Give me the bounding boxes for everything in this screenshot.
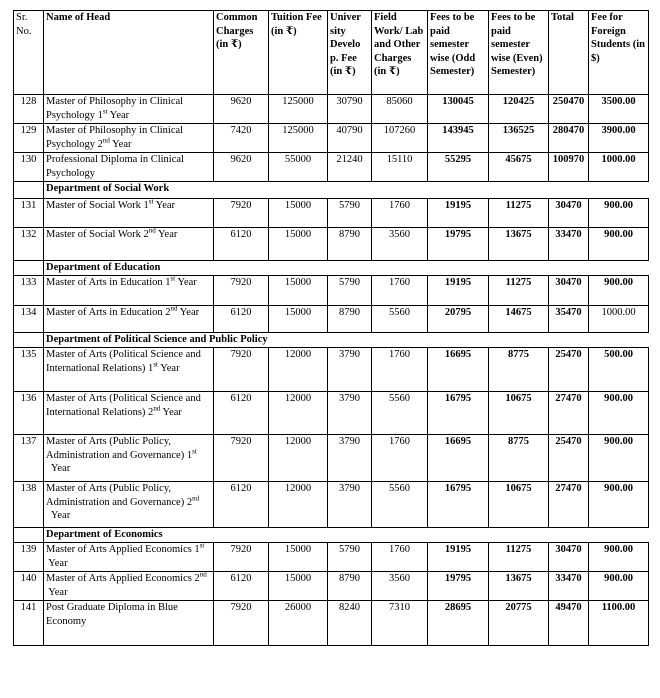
total-header: Total bbox=[549, 11, 589, 95]
ordinal-suffix: nd bbox=[148, 227, 156, 235]
department-heading: Department of Economics bbox=[44, 528, 649, 543]
department-heading: Department of Education bbox=[44, 261, 649, 276]
tuition-fee-cell: 125000 bbox=[269, 95, 328, 124]
total-cell: 25470 bbox=[549, 348, 589, 392]
even-semester-fee-cell: 13675 bbox=[489, 228, 549, 261]
total-cell: 49470 bbox=[549, 601, 589, 646]
university-development-fee-cell: 3790 bbox=[328, 392, 372, 435]
tuition-fee-cell: 12000 bbox=[269, 348, 328, 392]
field-work-charges-cell: 5560 bbox=[372, 392, 428, 435]
university-development-fee-header: Univer sity Develo p. Fee (in ₹) bbox=[328, 11, 372, 95]
department-sr-cell bbox=[14, 333, 44, 348]
common-charges-cell: 6120 bbox=[214, 392, 269, 435]
ordinal-suffix: st bbox=[192, 447, 197, 455]
course-name-cell bbox=[44, 228, 214, 261]
university-development-fee-cell: 3790 bbox=[328, 435, 372, 482]
odd-semester-fee-cell: 19195 bbox=[428, 543, 489, 572]
header-row bbox=[14, 11, 649, 95]
total-cell: 280470 bbox=[549, 124, 589, 153]
total-cell: 30470 bbox=[549, 276, 589, 306]
university-development-fee-cell: 5790 bbox=[328, 199, 372, 228]
sr-no-cell: 140 bbox=[14, 572, 44, 601]
course-year-text: Year bbox=[46, 510, 71, 521]
even-semester-fee-header: Fees to be paid semester wise (Even) Semester) bbox=[489, 11, 549, 95]
table-row bbox=[14, 482, 649, 528]
sr-no-cell: 131 bbox=[14, 199, 44, 228]
field-work-charges-cell: 1760 bbox=[372, 276, 428, 306]
field-work-charges-cell: 5560 bbox=[372, 482, 428, 528]
course-name-text: Master of Philosophy in Clinical Psychology 1 bbox=[46, 96, 184, 121]
even-semester-fee-cell: 11275 bbox=[489, 543, 549, 572]
foreign-student-fee-cell: 900.00 bbox=[589, 572, 649, 601]
sr-no-cell: 138 bbox=[14, 482, 44, 528]
table-row bbox=[14, 95, 649, 124]
course-name-text: Master of Arts Applied Economics 2 bbox=[46, 573, 200, 584]
course-name-text: Post Graduate Diploma in Blue Economy bbox=[46, 602, 178, 627]
sr-no-cell: 139 bbox=[14, 543, 44, 572]
common-charges-cell: 7920 bbox=[214, 435, 269, 482]
tuition-fee-cell: 12000 bbox=[269, 482, 328, 528]
course-name-text: Master of Arts Applied Economics 1 bbox=[46, 544, 200, 555]
table-row bbox=[14, 306, 649, 333]
odd-semester-fee-cell: 20795 bbox=[428, 306, 489, 333]
table-row bbox=[14, 124, 649, 153]
even-semester-fee-cell: 120425 bbox=[489, 95, 549, 124]
common-charges-cell: 7920 bbox=[214, 601, 269, 646]
tuition-fee-cell: 15000 bbox=[269, 276, 328, 306]
department-heading-row bbox=[14, 261, 649, 276]
field-work-charges-cell: 7310 bbox=[372, 601, 428, 646]
common-charges-cell: 7920 bbox=[214, 543, 269, 572]
common-charges-header: Common Charges (in ₹) bbox=[214, 11, 269, 95]
total-cell: 30470 bbox=[549, 199, 589, 228]
course-year-text: Year bbox=[157, 362, 180, 374]
course-name-cell bbox=[44, 95, 214, 124]
tuition-fee-cell: 15000 bbox=[269, 543, 328, 572]
ordinal-suffix: st bbox=[199, 542, 205, 550]
university-development-fee-cell: 40790 bbox=[328, 124, 372, 153]
total-cell: 35470 bbox=[549, 306, 589, 333]
common-charges-cell: 7920 bbox=[214, 276, 269, 306]
university-development-fee-cell: 5790 bbox=[328, 543, 372, 572]
odd-semester-fee-header: Fees to be paid semester wise (Odd Semester) bbox=[428, 11, 489, 95]
course-name-text: Professional Diploma in Clinical Psychology bbox=[46, 154, 184, 179]
tuition-fee-cell: 12000 bbox=[269, 392, 328, 435]
odd-semester-fee-cell: 143945 bbox=[428, 124, 489, 153]
common-charges-cell: 6120 bbox=[214, 228, 269, 261]
university-development-fee-cell: 30790 bbox=[328, 95, 372, 124]
field-work-charges-header: Field Work/ Lab and Other Charges (in ₹) bbox=[372, 11, 428, 95]
odd-semester-fee-cell: 55295 bbox=[428, 153, 489, 182]
course-name-cell bbox=[44, 348, 214, 392]
university-development-fee-cell: 8790 bbox=[328, 228, 372, 261]
course-name-text: Master of Arts (Public Policy, Administration and Governance) 2 bbox=[46, 483, 193, 508]
department-sr-cell bbox=[14, 261, 44, 276]
odd-semester-fee-cell: 19795 bbox=[428, 572, 489, 601]
common-charges-cell: 7920 bbox=[214, 199, 269, 228]
foreign-student-fee-cell: 900.00 bbox=[589, 228, 649, 261]
odd-semester-fee-cell: 16695 bbox=[428, 348, 489, 392]
course-name-text: Master of Arts (Public Policy, Administration and Governance) 1 bbox=[46, 436, 193, 461]
common-charges-cell: 9620 bbox=[214, 95, 269, 124]
ordinal-suffix: st bbox=[148, 198, 154, 206]
tuition-fee-cell: 12000 bbox=[269, 435, 328, 482]
course-name-cell bbox=[44, 601, 214, 646]
university-development-fee-cell: 8790 bbox=[328, 572, 372, 601]
course-name-cell bbox=[44, 392, 214, 435]
ordinal-suffix: st bbox=[170, 275, 176, 283]
department-heading: Department of Political Science and Public Policy bbox=[44, 333, 649, 348]
odd-semester-fee-cell: 16695 bbox=[428, 435, 489, 482]
course-name-cell bbox=[44, 124, 214, 153]
foreign-student-fee-cell: 3900.00 bbox=[589, 124, 649, 153]
field-work-charges-cell: 1760 bbox=[372, 199, 428, 228]
field-work-charges-cell: 3560 bbox=[372, 572, 428, 601]
total-cell: 30470 bbox=[549, 543, 589, 572]
foreign-student-fee-cell: 1000.00 bbox=[589, 153, 649, 182]
odd-semester-fee-cell: 16795 bbox=[428, 482, 489, 528]
sr-no-cell: 129 bbox=[14, 124, 44, 153]
tuition-fee-header: Tuition Fee (in ₹) bbox=[269, 11, 328, 95]
even-semester-fee-cell: 14675 bbox=[489, 306, 549, 333]
sr-no-cell: 128 bbox=[14, 95, 44, 124]
foreign-student-fee-cell: 900.00 bbox=[589, 392, 649, 435]
table-row bbox=[14, 392, 649, 435]
odd-semester-fee-cell: 19195 bbox=[428, 199, 489, 228]
tuition-fee-cell: 15000 bbox=[269, 572, 328, 601]
even-semester-fee-cell: 11275 bbox=[489, 199, 549, 228]
course-name-text: Master of Philosophy in Clinical Psychology 2 bbox=[46, 125, 184, 150]
foreign-student-fee-cell: 1000.00 bbox=[589, 306, 649, 333]
course-year-text: Year bbox=[155, 229, 178, 240]
odd-semester-fee-cell: 19195 bbox=[428, 276, 489, 306]
course-year-text: Year bbox=[107, 109, 130, 121]
odd-semester-fee-cell: 28695 bbox=[428, 601, 489, 646]
ordinal-suffix: st bbox=[153, 360, 158, 368]
even-semester-fee-cell: 136525 bbox=[489, 124, 549, 153]
ordinal-suffix: st bbox=[102, 107, 108, 115]
field-work-charges-cell: 85060 bbox=[372, 95, 428, 124]
ordinal-suffix: nd bbox=[192, 494, 200, 502]
table-row bbox=[14, 276, 649, 306]
sr-no-cell: 133 bbox=[14, 276, 44, 306]
field-work-charges-cell: 3560 bbox=[372, 228, 428, 261]
foreign-student-fee-cell: 3500.00 bbox=[589, 95, 649, 124]
field-work-charges-cell: 15110 bbox=[372, 153, 428, 182]
course-name-cell bbox=[44, 199, 214, 228]
course-name-cell bbox=[44, 153, 214, 182]
course-name-cell bbox=[44, 543, 214, 572]
course-name-cell bbox=[44, 435, 214, 482]
sr-no-cell: 134 bbox=[14, 306, 44, 333]
university-development-fee-cell: 8790 bbox=[328, 306, 372, 333]
odd-semester-fee-cell: 16795 bbox=[428, 392, 489, 435]
department-heading: Department of Social Work bbox=[44, 182, 649, 199]
university-development-fee-cell: 21240 bbox=[328, 153, 372, 182]
course-year-text: Year bbox=[46, 586, 68, 598]
total-cell: 27470 bbox=[549, 392, 589, 435]
even-semester-fee-cell: 10675 bbox=[489, 482, 549, 528]
table-row bbox=[14, 228, 649, 261]
even-semester-fee-cell: 45675 bbox=[489, 153, 549, 182]
odd-semester-fee-cell: 130045 bbox=[428, 95, 489, 124]
course-name-text: Master of Arts in Education 2 bbox=[46, 307, 171, 318]
even-semester-fee-cell: 8775 bbox=[489, 348, 549, 392]
course-year-text: Year bbox=[160, 406, 182, 418]
field-work-charges-cell: 1760 bbox=[372, 348, 428, 392]
course-name-text: Master of Arts in Education 1 bbox=[46, 277, 171, 288]
table-row bbox=[14, 601, 649, 646]
common-charges-cell: 6120 bbox=[214, 482, 269, 528]
sr-no-cell: 130 bbox=[14, 153, 44, 182]
tuition-fee-cell: 26000 bbox=[269, 601, 328, 646]
table-row bbox=[14, 543, 649, 572]
university-development-fee-cell: 5790 bbox=[328, 276, 372, 306]
total-cell: 27470 bbox=[549, 482, 589, 528]
university-development-fee-cell: 3790 bbox=[328, 482, 372, 528]
field-work-charges-cell: 107260 bbox=[372, 124, 428, 153]
total-cell: 25470 bbox=[549, 435, 589, 482]
university-development-fee-cell: 3790 bbox=[328, 348, 372, 392]
sr-no-cell: 141 bbox=[14, 601, 44, 646]
foreign-student-fee-header: Fee for Foreign Students (in $) bbox=[589, 11, 649, 95]
field-work-charges-cell: 1760 bbox=[372, 543, 428, 572]
tuition-fee-cell: 125000 bbox=[269, 124, 328, 153]
total-cell: 250470 bbox=[549, 95, 589, 124]
course-name-text: Master of Social Work 2 bbox=[46, 229, 149, 240]
foreign-student-fee-cell: 900.00 bbox=[589, 482, 649, 528]
course-name-cell bbox=[44, 482, 214, 528]
tuition-fee-cell: 55000 bbox=[269, 153, 328, 182]
table-row bbox=[14, 199, 649, 228]
fee-table bbox=[13, 10, 649, 646]
course-name-text: Master of Arts (Political Science and International Relations) 1 bbox=[46, 349, 201, 374]
tuition-fee-cell: 15000 bbox=[269, 199, 328, 228]
sr-no-cell: 135 bbox=[14, 348, 44, 392]
foreign-student-fee-cell: 900.00 bbox=[589, 435, 649, 482]
department-heading-row bbox=[14, 333, 649, 348]
ordinal-suffix: nd bbox=[153, 404, 161, 412]
course-year-text: Year bbox=[46, 557, 68, 569]
even-semester-fee-cell: 11275 bbox=[489, 276, 549, 306]
foreign-student-fee-cell: 500.00 bbox=[589, 348, 649, 392]
common-charges-cell: 9620 bbox=[214, 153, 269, 182]
sr-no-cell: 132 bbox=[14, 228, 44, 261]
common-charges-cell: 6120 bbox=[214, 306, 269, 333]
common-charges-cell: 7420 bbox=[214, 124, 269, 153]
sr-no-header: Sr. No. bbox=[14, 11, 44, 95]
university-development-fee-cell: 8240 bbox=[328, 601, 372, 646]
table-row bbox=[14, 435, 649, 482]
total-cell: 100970 bbox=[549, 153, 589, 182]
foreign-student-fee-cell: 1100.00 bbox=[589, 601, 649, 646]
ordinal-suffix: nd bbox=[199, 571, 207, 579]
table-row bbox=[14, 572, 649, 601]
ordinal-suffix: nd bbox=[170, 305, 178, 313]
course-year-text: Year bbox=[46, 463, 71, 474]
department-heading-row bbox=[14, 182, 649, 199]
common-charges-cell: 7920 bbox=[214, 348, 269, 392]
field-work-charges-cell: 5560 bbox=[372, 306, 428, 333]
course-year-text: Year bbox=[175, 277, 197, 288]
sr-no-cell: 136 bbox=[14, 392, 44, 435]
course-year-text: Year bbox=[109, 138, 132, 150]
course-name-text: Master of Social Work 1 bbox=[46, 200, 149, 211]
field-work-charges-cell: 1760 bbox=[372, 435, 428, 482]
fee-table-body bbox=[14, 95, 649, 646]
total-cell: 33470 bbox=[549, 572, 589, 601]
tuition-fee-cell: 15000 bbox=[269, 306, 328, 333]
course-year-text: Year bbox=[153, 200, 176, 211]
even-semester-fee-cell: 10675 bbox=[489, 392, 549, 435]
table-row bbox=[14, 348, 649, 392]
course-name-text: Master of Arts (Political Science and International Relations) 2 bbox=[46, 393, 201, 418]
fee-table-container bbox=[13, 10, 649, 646]
department-heading-row bbox=[14, 528, 649, 543]
table-row bbox=[14, 153, 649, 182]
common-charges-cell: 6120 bbox=[214, 572, 269, 601]
department-sr-cell bbox=[14, 182, 44, 199]
odd-semester-fee-cell: 19795 bbox=[428, 228, 489, 261]
sr-no-cell: 137 bbox=[14, 435, 44, 482]
course-year-text: Year bbox=[177, 307, 200, 318]
foreign-student-fee-cell: 900.00 bbox=[589, 543, 649, 572]
foreign-student-fee-cell: 900.00 bbox=[589, 199, 649, 228]
course-name-cell bbox=[44, 572, 214, 601]
course-name-cell bbox=[44, 276, 214, 306]
tuition-fee-cell: 15000 bbox=[269, 228, 328, 261]
even-semester-fee-cell: 13675 bbox=[489, 572, 549, 601]
course-name-cell bbox=[44, 306, 214, 333]
foreign-student-fee-cell: 900.00 bbox=[589, 276, 649, 306]
name-of-head-header: Name of Head bbox=[44, 11, 214, 95]
even-semester-fee-cell: 20775 bbox=[489, 601, 549, 646]
ordinal-suffix: nd bbox=[102, 136, 110, 144]
department-sr-cell bbox=[14, 528, 44, 543]
even-semester-fee-cell: 8775 bbox=[489, 435, 549, 482]
total-cell: 33470 bbox=[549, 228, 589, 261]
